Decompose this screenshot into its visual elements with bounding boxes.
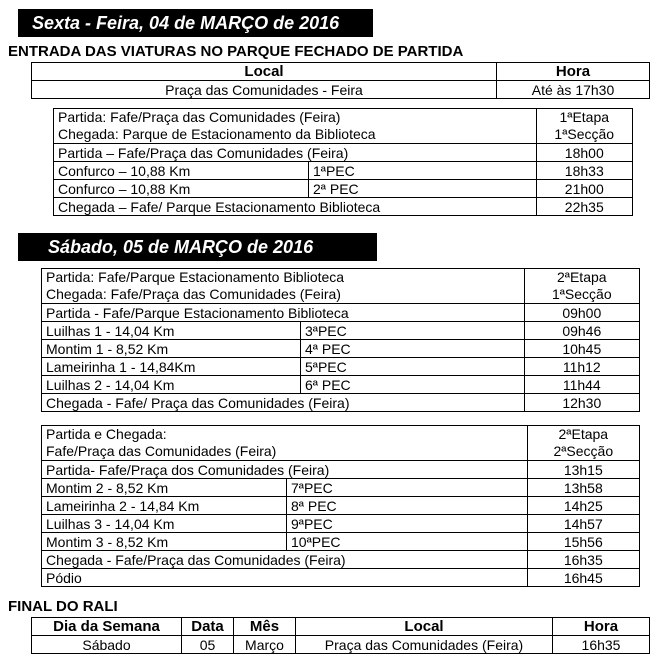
final-date: 05: [182, 636, 234, 654]
table-row: [42, 515, 640, 533]
table-row: [42, 376, 640, 394]
entry-heading: ENTRADA DAS VIATURAS NO PARQUE FECHADO DE PARTIDA: [8, 43, 464, 60]
time-cell: 22h35: [536, 198, 632, 216]
stage-cell: 9ªPEC: [287, 515, 528, 533]
etapa-cell: [524, 269, 639, 304]
table-row: [42, 461, 640, 479]
table-row: [42, 479, 640, 497]
time-cell: 11h12: [524, 358, 639, 376]
place-cell: Montim 1 - 8,52 Km: [42, 340, 301, 358]
stage-cell: 7ªPEC: [287, 479, 528, 497]
start-label: Partida e Chegada:: [46, 426, 167, 442]
etapa-label: 2ªEtapa: [558, 426, 609, 442]
time-cell: 18h00: [536, 144, 632, 162]
schedule-label-cell: [42, 426, 528, 461]
final-heading: FINAL DO RALI: [8, 598, 118, 615]
table-row: [32, 618, 650, 636]
table-row: [42, 569, 640, 587]
final-header-date: Data: [182, 618, 234, 636]
entry-table: [31, 62, 650, 99]
table-row: [42, 358, 640, 376]
time-cell: 13h58: [527, 479, 639, 497]
start-label: Partida: Fafe/Praça das Comunidades (Feira): [58, 109, 341, 125]
final-header-month: Mês: [234, 618, 296, 636]
final-month: Março: [234, 636, 296, 654]
stage-cell: 8ª PEC: [287, 497, 528, 515]
table-row: [42, 497, 640, 515]
stage-cell: 6ª PEC: [301, 376, 525, 394]
stage-cell: 1ªPEC: [309, 162, 537, 180]
final-header-local: Local: [296, 618, 553, 636]
schedule-label-cell: [54, 109, 537, 144]
time-cell: 09h00: [524, 304, 639, 322]
time-cell: 11h44: [524, 376, 639, 394]
place-cell: Montim 2 - 8,52 Km: [42, 479, 287, 497]
finish-label: Fafe/Praça das Comunidades (Feira): [46, 443, 277, 459]
time-cell: 09h46: [524, 322, 639, 340]
table-row: [54, 109, 633, 144]
time-cell: 15h56: [527, 533, 639, 551]
table-row: [54, 180, 633, 198]
final-header-hora: Hora: [553, 618, 650, 636]
place-cell: Partida- Fafe/Praça dos Comunidades (Feira): [42, 461, 528, 479]
col-hora-header: Hora: [497, 63, 650, 81]
etapa-cell: [527, 426, 639, 461]
table-row: [42, 394, 640, 412]
stage-cell: 2ª PEC: [309, 180, 537, 198]
table-row: [32, 63, 650, 81]
day2-section2-table: [41, 425, 640, 587]
seccao-label: 1ªSecção: [551, 286, 612, 302]
place-cell: Montim 3 - 8,52 Km: [42, 533, 287, 551]
etapa-cell: [536, 109, 632, 144]
schedule-label-cell: [42, 269, 525, 304]
day2-section1-table: [41, 268, 640, 412]
table-row: [42, 340, 640, 358]
time-cell: 14h25: [527, 497, 639, 515]
table-row: [54, 198, 633, 216]
start-label: Partida: Fafe/Parque Estacionamento Biblioteca: [46, 269, 345, 285]
time-cell: 14h57: [527, 515, 639, 533]
place-cell: Partida – Fafe/Praça das Comunidades (Feira): [54, 144, 537, 162]
stage-cell: 3ªPEC: [301, 322, 525, 340]
day2-banner: Sábado, 05 de MARÇO de 2016: [18, 233, 377, 261]
final-day: Sábado: [32, 636, 182, 654]
seccao-label: 2ªSecção: [553, 443, 614, 459]
place-cell: Partida - Fafe/Parque Estacionamento Biblioteca: [42, 304, 525, 322]
finish-label: Chegada: Parque de Estacionamento da Biblioteca: [58, 126, 376, 142]
place-cell: Luilhas 1 - 14,04 Km: [42, 322, 301, 340]
time-cell: 10h45: [524, 340, 639, 358]
table-row: [42, 304, 640, 322]
day1-banner: Sexta - Feira, 04 de MARÇO de 2016: [18, 9, 373, 37]
final-table: [31, 617, 650, 654]
place-cell: Chegada – Fafe/ Parque Estacionamento Biblioteca: [54, 198, 537, 216]
time-cell: 21h00: [536, 180, 632, 198]
table-row: [54, 162, 633, 180]
final-local: Praça das Comunidades (Feira): [296, 636, 553, 654]
etapa-label: 2ªEtapa: [557, 269, 607, 285]
finish-label: Chegada: Fafe/Praça das Comunidades (Feira): [46, 286, 341, 302]
time-cell: 16h35: [527, 551, 639, 569]
seccao-label: 1ªSecção: [554, 126, 615, 142]
table-row: [42, 533, 640, 551]
place-cell: Pódio: [42, 569, 528, 587]
place-cell: Luilhas 3 - 14,04 Km: [42, 515, 287, 533]
table-row: [54, 144, 633, 162]
day1-schedule-table: [53, 108, 633, 216]
place-cell: Confurco – 10,88 Km: [54, 162, 309, 180]
table-row: [42, 426, 640, 461]
place-cell: Confurco – 10,88 Km: [54, 180, 309, 198]
time-cell: 13h15: [527, 461, 639, 479]
entry-hora: Até às 17h30: [497, 81, 650, 99]
table-row: [32, 636, 650, 654]
table-row: [42, 551, 640, 569]
entry-local: Praça das Comunidades - Feira: [32, 81, 497, 99]
place-cell: Chegada - Fafe/ Praça das Comunidades (Feira): [42, 394, 525, 412]
place-cell: Lameirinha 1 - 14,84Km: [42, 358, 301, 376]
table-row: [42, 322, 640, 340]
place-cell: Luilhas 2 - 14,04 Km: [42, 376, 301, 394]
final-header-day: Dia da Semana: [32, 618, 182, 636]
place-cell: Lameirinha 2 - 14,84 Km: [42, 497, 287, 515]
time-cell: 16h45: [527, 569, 639, 587]
col-local-header: Local: [32, 63, 497, 81]
time-cell: 12h30: [524, 394, 639, 412]
table-row: [32, 81, 650, 99]
etapa-label: 1ªEtapa: [559, 109, 610, 125]
stage-cell: 5ªPEC: [301, 358, 525, 376]
stage-cell: 10ªPEC: [287, 533, 528, 551]
time-cell: 18h33: [536, 162, 632, 180]
stage-cell: 4ª PEC: [301, 340, 525, 358]
place-cell: Chegada - Fafe/Praça das Comunidades (Feira): [42, 551, 528, 569]
final-hora: 16h35: [553, 636, 650, 654]
table-row: [42, 269, 640, 304]
